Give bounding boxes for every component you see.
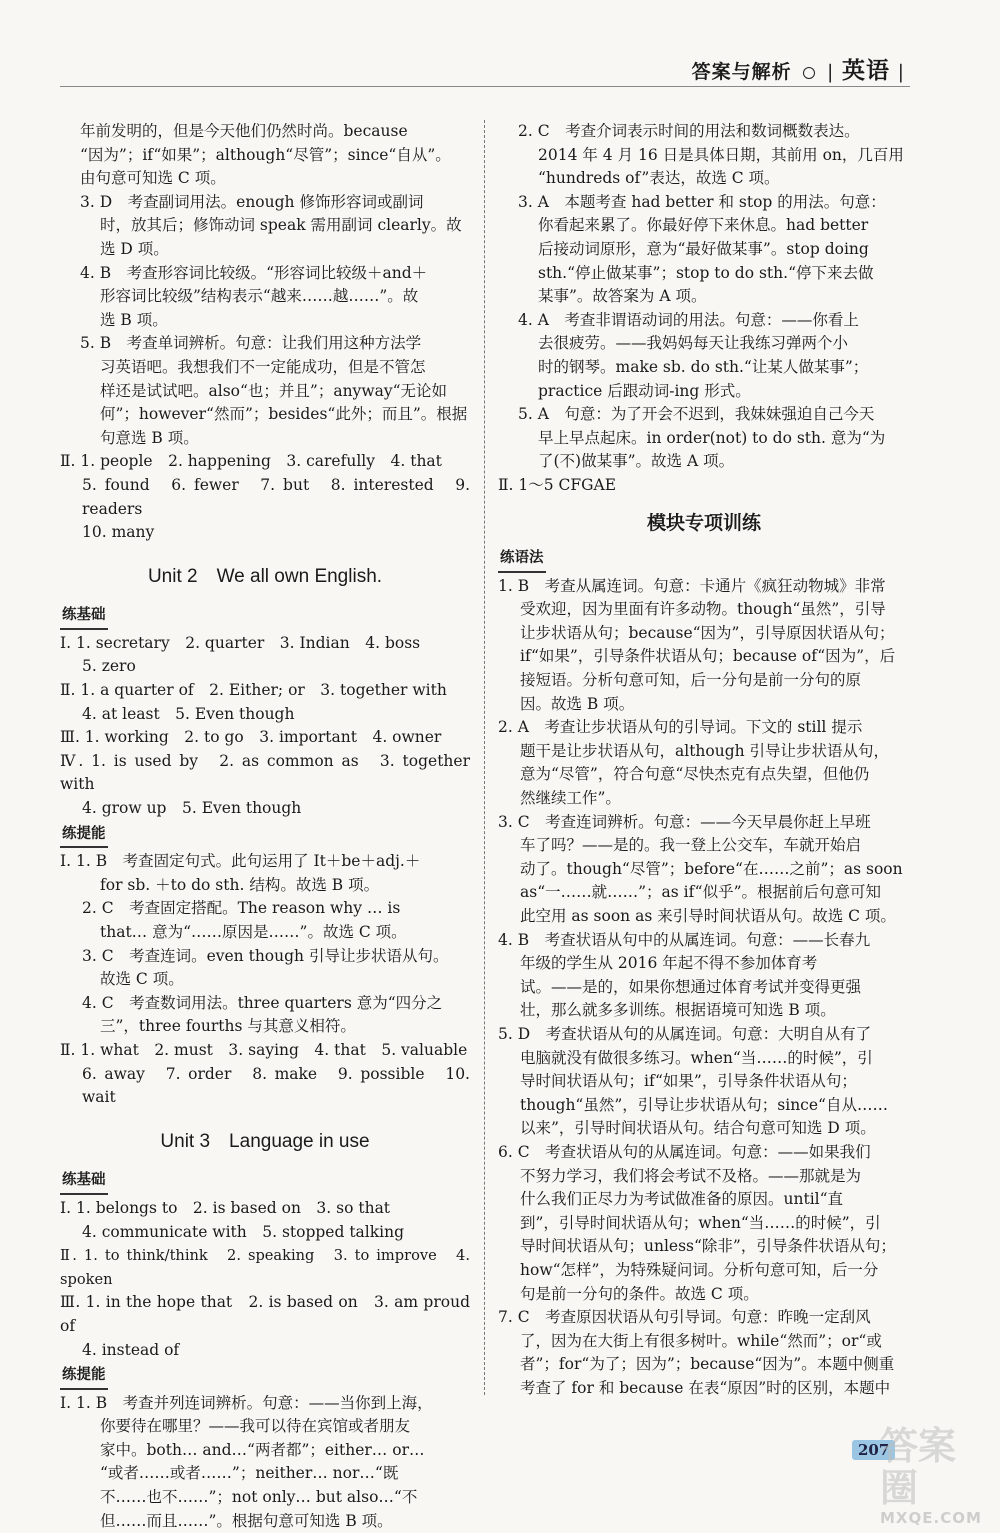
module-item-1	[498, 575, 910, 717]
text-line: 3. C 考查连词辨析。句意：——今天早晨你赶上早班	[498, 812, 871, 831]
text-line: Ⅰ. 1. B 考查并列连词辨析。句意：——当你到上海，	[60, 1393, 433, 1412]
text-line: though“虽然”，引导让步状语从句；since“自从……	[520, 1095, 888, 1114]
section-grammar: 练语法	[498, 547, 546, 573]
text-line: 4. grow up 5. Even though	[82, 799, 302, 818]
text-line: 考查了 for 和 because 在表“原因”时的区别，本题中	[520, 1378, 891, 1397]
page-number: 207	[852, 1440, 895, 1460]
text-line: 什么我们正尽力为考试做准备的原因。until“直	[520, 1190, 844, 1209]
module-item-4	[498, 929, 910, 1023]
module-title: 模块专项训练	[646, 511, 761, 534]
text-line: 者”；for“为了；因为”；because“因为”。本题中侧重	[520, 1355, 895, 1374]
text-line: that… 意为“……原因是……”。故选 C 项。	[100, 923, 407, 941]
text-line: Ⅱ. 1. people 2. happening 3. carefully 4. that	[60, 452, 442, 471]
text-line: Ⅳ. 1. is used by 2. as common as 3. together with	[60, 751, 470, 794]
answer-item-3	[498, 191, 910, 309]
answer-item-4	[498, 309, 910, 403]
header-subject: 英语	[841, 57, 890, 84]
text-line: 了，因为在大街上有很多树叶。while“然而”；or“或	[520, 1331, 882, 1350]
watermark-url: MXQE.COM	[880, 1509, 982, 1527]
text-line: 习英语吧。我想我们不一定能成功，但是不管怎	[100, 357, 426, 376]
text-line: 4. B 考查形容词比较级。“形容词比较级＋and＋	[80, 263, 428, 282]
text-line: 6. C 考查状语从句的从属连词。句意：——如果我们	[498, 1142, 871, 1161]
text-line: 家中。both… and…“两者都”；either… or…	[100, 1440, 425, 1459]
header-bar: |	[826, 61, 835, 83]
text-line: 故选 C 项。	[100, 970, 184, 989]
text-line: 到”，引导时间状语从句；when“当……的时候”，引	[520, 1213, 881, 1232]
text-line: 导时间状语从句；if“如果”，引导条件状语从句；	[520, 1072, 857, 1091]
text-line: 2014 年 4 月 16 日是具体日期，其前用 on，几百用	[538, 145, 904, 164]
section-basic: 练基础	[60, 604, 108, 630]
text-line: 但……而且……”。根据句意可知选 B 项。	[100, 1511, 393, 1530]
text-line: 以来”，引导时间状语从句。结合句意可知选 D 项。	[520, 1119, 876, 1138]
text-line: 选 D 项。	[100, 239, 169, 258]
text-line: how“怎样”，为特殊疑问词。分析句意可知，后一分	[520, 1260, 879, 1279]
text-line: 此空用 as soon as 来引导时间状语从句。故选 C 项。	[520, 907, 896, 925]
text-line: 4. B 考查状语从句中的从属连词。句意：——长春九	[498, 930, 871, 949]
text-line: if“如果”，引导条件状语从句；because of“因为”，后	[520, 647, 896, 666]
text-line: 3. A 本题考查 had better 和 stop 的用法。句意：	[518, 192, 886, 211]
text-line: “或者……或者……”；neither… nor…“既	[100, 1464, 399, 1483]
answer-item-2	[498, 120, 910, 191]
text-line: 不努力学习，我们将会考试不及格。——那就是为	[520, 1166, 862, 1185]
text-line: 句是前一分句的条件。故选 C 项。	[520, 1284, 759, 1303]
unit-3-advanced-answers	[60, 1392, 470, 1533]
answer-item-5	[498, 403, 910, 474]
text-line: 2. C 考查固定搭配。The reason why … is	[82, 899, 401, 918]
text-line: 了(不)做某事”。故选 A 项。	[538, 452, 735, 471]
header-bar-right: |	[897, 61, 905, 83]
text-line: 4. A 考查非谓语动词的用法。句意：——你看上	[518, 310, 859, 329]
text-line: 4. at least 5. Even though	[82, 704, 295, 723]
section-advanced: 练提能	[60, 1364, 108, 1390]
module-item-6	[498, 1141, 910, 1306]
unit-2-basic-answers	[60, 632, 470, 821]
text-line: 早上早点起床。in order(not) to do sth. 意为“为	[538, 428, 886, 447]
text-line: Ⅱ. 1. to think/think 2. speaking 3. to improve 4. spoken	[60, 1247, 470, 1288]
text-line: 动了。though“尽管”；before“在……之前”；as soon	[520, 859, 903, 878]
header-rule	[60, 86, 910, 87]
text-line: “hundreds of”表达，故选 C 项。	[538, 169, 780, 188]
text-line: 5. found 6. fewer 7. but 8. interested 9. readers	[82, 475, 470, 518]
text-line: 你看起来累了。你最好停下来休息。had better	[538, 216, 869, 235]
text-line: 4. C 考查数词用法。three quarters 意为“四分之	[82, 993, 443, 1012]
text-line: Ⅲ. 1. in the hope that 2. is based on 3. am proud of	[60, 1293, 470, 1335]
text-line: Ⅰ. 1. secretary 2. quarter 3. Indian 4. boss	[60, 633, 421, 652]
text-line: 车了吗？——是的。我一登上公交车，车就开始启	[520, 836, 862, 855]
text-line: 意为“尽管”，符合句意“尽快杰克有点失望，但他仍	[520, 765, 870, 784]
right-column	[498, 120, 910, 1400]
text-line: 年前发明的，但是今天他们仍然时尚。because	[80, 122, 408, 140]
text-line: 5. D 考查状语从句的从属连词。句意：大明自从有了	[498, 1024, 872, 1043]
text-line: practice 后跟动词-ing 形式。	[538, 381, 751, 400]
text-line: “因为”；if“如果”；although“尽管”；since“自从”。	[80, 145, 451, 164]
part-ii-answers: Ⅱ. 1～5 CFGAE	[498, 475, 617, 494]
text-line: Ⅱ. 1. a quarter of 2. Either; or 3. together with	[60, 681, 447, 700]
text-line: 接短语。分析句意可知，后一分句是前一分句的原	[520, 671, 862, 690]
page-header	[692, 52, 905, 85]
text-line: 因。故选 B 项。	[520, 694, 635, 713]
text-line: 不……也不……”；not only… but also…“不	[100, 1488, 418, 1507]
text-line: 句意选 B 项。	[100, 428, 199, 447]
unit-2-title: Unit 2 We all own English.	[147, 565, 383, 587]
text-line: 5. B 考查单词辨析。句意：让我们用这种方法学	[80, 334, 422, 353]
text-line: 试。——是的，如果你想通过体育考试并变得更强	[520, 977, 862, 996]
answer-item-4	[60, 262, 470, 333]
text-line: 由句意可知选 C 项。	[80, 169, 226, 188]
text-line: 2. A 考查让步状语从句的引导词。下文的 still 提示	[498, 718, 863, 737]
text-line: 去很疲劳。——我妈妈每天让我练习弹两个小	[538, 334, 849, 353]
text-line: 4. communicate with 5. stopped talking	[82, 1222, 405, 1241]
column-divider	[484, 120, 485, 1395]
text-line: 5. A 句意：为了开会不迟到，我妹妹强迫自己今天	[518, 405, 875, 424]
text-line: 3. C 考查连词。even though 引导让步状语从句。	[82, 946, 449, 965]
text-line: 10. many	[82, 523, 155, 542]
unit-3-title: Unit 3 Language in use	[160, 1130, 370, 1152]
left-column	[60, 120, 470, 1533]
text-line: 样还是试试吧。also“也；并且”；anyway“无论如	[100, 381, 448, 400]
unit-2-advanced-answers	[60, 850, 470, 1110]
section-basic: 练基础	[60, 1169, 108, 1195]
text-line: 时的钢琴。make sb. do sth.“让某人做某事”；	[538, 357, 869, 376]
text-line: 后接动词原形，意为“最好做某事”。stop doing	[538, 239, 869, 258]
text-line: 题干是让步状语从句，although 引导让步状语从句，	[520, 741, 890, 760]
circle-icon	[803, 67, 815, 79]
text-line: 导时间状语从句；unless“除非”，引导条件状语从句；	[520, 1237, 896, 1256]
module-answers	[498, 575, 910, 1401]
text-line: for sb. ＋to do sth. 结构。故选 B 项。	[100, 875, 380, 894]
text-line: 壮，那么就多多训练。根据语境可知选 B 项。	[520, 1001, 836, 1020]
module-item-2	[498, 716, 910, 810]
text-line: sth.“停止做某事”；stop to do sth.“停下来去做	[538, 263, 874, 282]
text-line: 何”；however“然而”；besides“此外；而且”。根据	[100, 405, 468, 424]
text-line: 2. C 考查介词表示时间的用法和数词概数表达。	[518, 122, 860, 140]
module-item-7	[498, 1306, 910, 1400]
text-line: Ⅱ. 1. what 2. must 3. saying 4. that 5. valuable	[60, 1040, 468, 1059]
text-line: 让步状语从句；because“因为”，引导原因状语从句；	[520, 623, 895, 642]
text-line: 3. D 考查副词用法。enough 修饰形容词或副词	[80, 192, 424, 211]
text-line: 你要待在哪里？——我可以待在宾馆或者朋友	[100, 1417, 411, 1436]
text-line: 6. away 7. order 8. make 9. possible 10. wait	[82, 1064, 470, 1107]
text-line: 受欢迎，因为里面有许多动物。though“虽然”，引导	[520, 600, 886, 619]
text-line: Ⅰ. 1. belongs to 2. is based on 3. so that	[60, 1198, 391, 1217]
section-advanced: 练提能	[60, 823, 108, 849]
watermark-text: 答案圈	[880, 1424, 957, 1510]
text-line: 某事”。故答案为 A 项。	[538, 287, 707, 306]
text-line: 电脑就没有做很多练习。when“当……的时候”，引	[520, 1048, 873, 1067]
text-line: 5. zero	[82, 657, 136, 676]
text-line: 形容词比较级”结构表示“越来……越……”。故	[100, 287, 419, 306]
text-line: 选 B 项。	[100, 310, 168, 329]
answer-item-5	[60, 332, 470, 450]
text-line: 4. instead of	[82, 1340, 180, 1359]
unit-3-basic-answers	[60, 1197, 470, 1362]
text-line: 7. C 考查原因状语从句引导词。句意：昨晚一定刮风	[498, 1308, 871, 1327]
text-line: 年级的学生从 2016 年起不得不参加体育考	[520, 954, 818, 973]
text-line: 三”，three fourths 与其意义相符。	[100, 1017, 356, 1036]
text-line: as“一……就……”；as if“似乎”。根据前后句意可知	[520, 883, 881, 902]
module-item-3	[498, 811, 910, 929]
module-item-5	[498, 1023, 910, 1141]
text-line: Ⅲ. 1. working 2. to go 3. important 4. owner	[60, 728, 442, 747]
watermark-logo	[880, 1424, 985, 1527]
part-ii-answers	[60, 450, 470, 544]
answer-item-3	[60, 191, 470, 262]
header-section-title: 答案与解析	[691, 61, 792, 83]
text-line: 1. B 考查从属连词。句意：卡通片《疯狂动物城》非常	[498, 576, 886, 595]
text-line: 然继续工作”。	[520, 789, 621, 808]
text-line: 时，放其后；修饰动词 speak 需用副词 clearly。故	[100, 216, 462, 235]
text-line: Ⅰ. 1. B 考查固定句式。此句运用了 It＋be＋adj.＋	[60, 852, 421, 871]
